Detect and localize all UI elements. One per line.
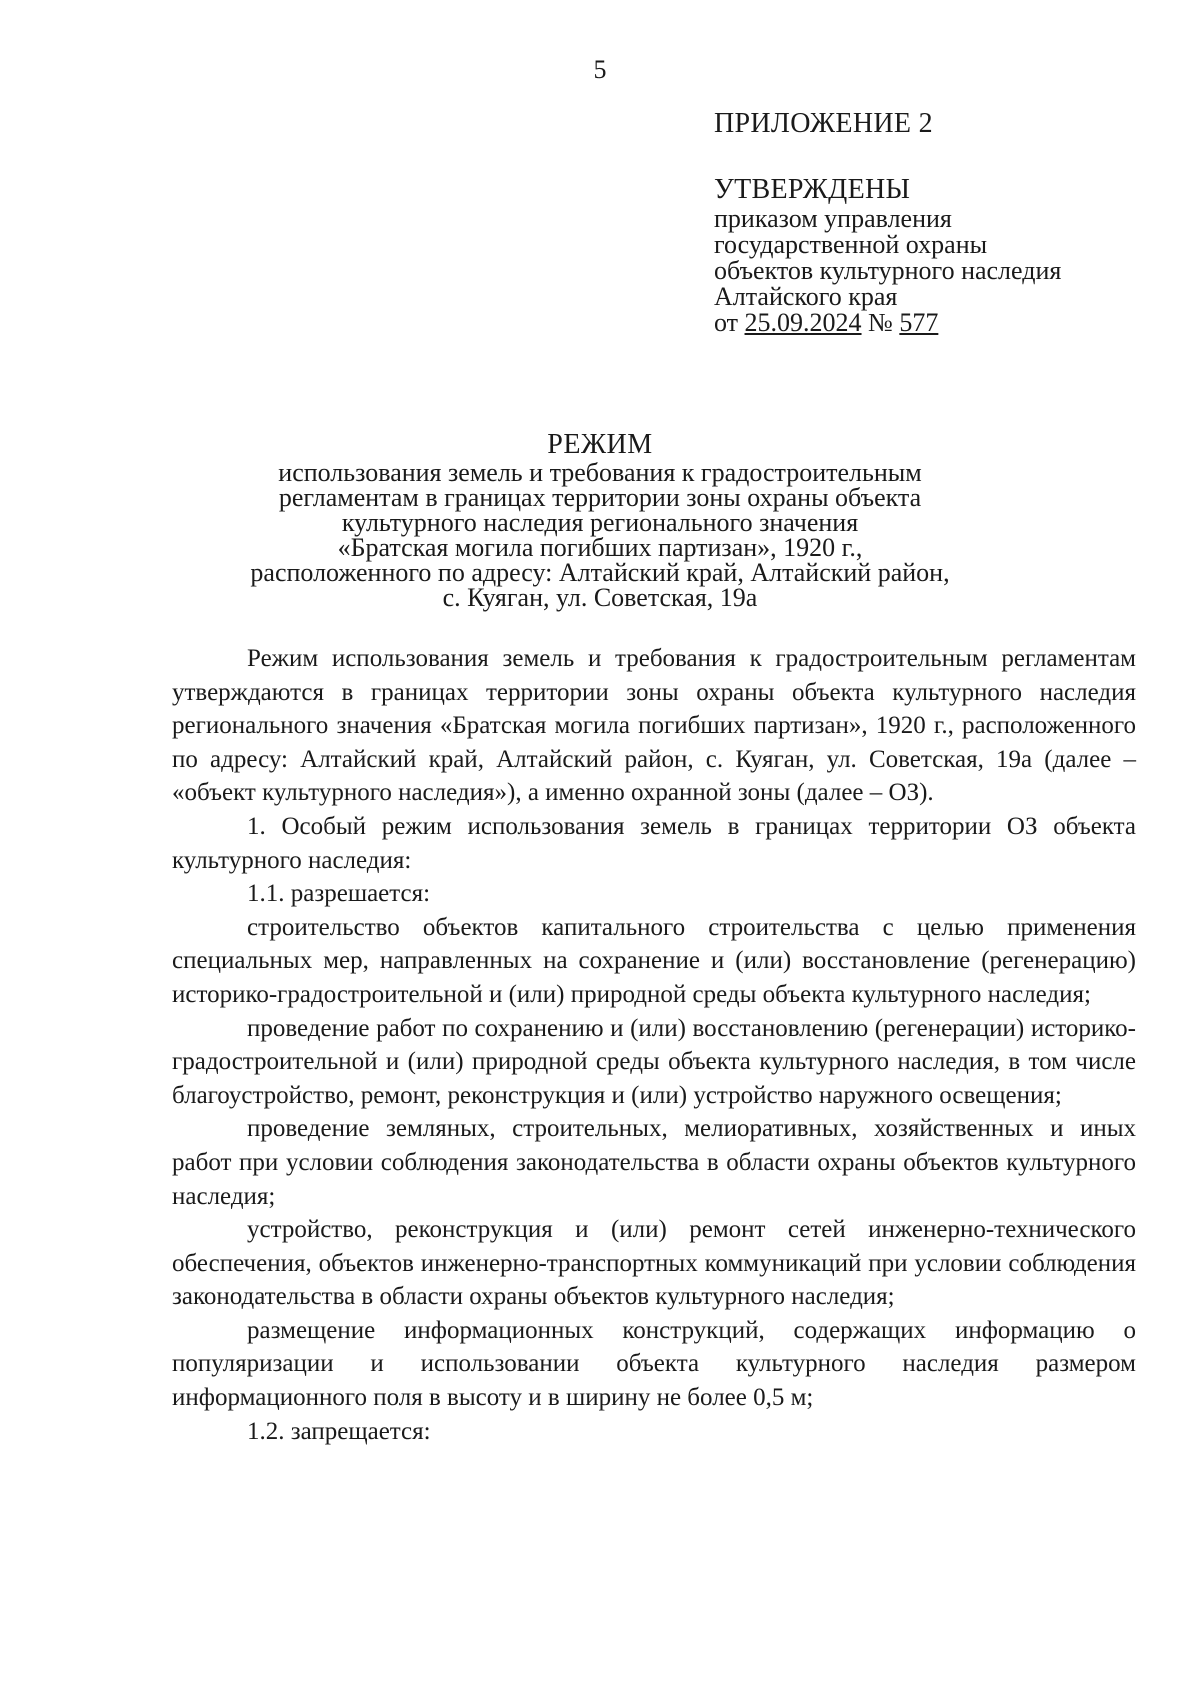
subsection-heading: 1.2. запрещается: [247, 1417, 431, 1445]
section-heading: 1. Особый режим использования земель в границах территории ОЗ объекта культурного наследия: [172, 812, 1136, 874]
approval-line: объектов культурного наследия [714, 256, 1062, 285]
title-line: расположенного по адресу: Алтайский край, Алтайский район, [250, 558, 950, 587]
order-date: 25.09.2024 [744, 308, 862, 337]
title-line: регламентам в границах территории зоны охраны объекта [278, 483, 922, 512]
date-prefix: от [714, 308, 745, 337]
approval-date-line [714, 310, 1061, 336]
document-title [0, 430, 1200, 610]
approval-title: УТВЕРЖДЕНЫ [714, 174, 911, 205]
appendix-heading: ПРИЛОЖЕНИЕ 2 [714, 108, 933, 139]
title-line: культурного наследия регионального значения [341, 508, 859, 537]
list-item: размещение информационных конструкций, содержащих информацию о популяризации и использовании объекта культурного наследия размером информационного поля в высоту и в ширину не более 0,5 м; [172, 1316, 1136, 1412]
subsection-heading: 1.1. разрешается: [247, 880, 431, 908]
approval-block [714, 174, 1061, 336]
approval-line: государственной охраны [714, 230, 988, 259]
approval-line: Алтайского края [714, 282, 898, 311]
list-item: проведение работ по сохранению и (или) восстановлению (регенерации) историко-градостроительной и (или) природной среды объекта культурного наследия, в том числе благоустройство, ремонт, реконструкция и (или) устройство наружного освещения; [172, 1014, 1136, 1109]
order-number: 577 [899, 308, 939, 337]
title-line: «Братская могила погибших партизан», 1920 г., [337, 533, 863, 562]
list-item: проведение земляных, строительных, мелиоративных, хозяйственных и иных работ при условии соблюдения законодательства в области охраны объектов культурного наследия; [172, 1115, 1136, 1210]
number-prefix: № [861, 308, 900, 337]
title-line: с. Куяган, ул. Советская, 19а [442, 583, 758, 612]
page-number: 5 [593, 55, 607, 84]
document-body [172, 642, 1136, 1448]
list-item: строительство объектов капитального строительства с целью применения специальных мер, направленных на сохранение и (или) восстановление (регенерацию) историко-градостроительной и (или) природной среды объекта культурного наследия; [172, 913, 1136, 1008]
approval-line: приказом управления [714, 204, 952, 233]
list-item: устройство, реконструкция и (или) ремонт сетей инженерно-технического обеспечения, объектов инженерно-транспортных коммуникаций при условии соблюдения законодательства в области охраны объектов культурного наследия; [172, 1216, 1136, 1311]
title-main: РЕЖИМ [547, 429, 653, 460]
title-line: использования земель и требования к градостроительным [278, 458, 922, 487]
intro-paragraph: Режим использования земель и требования к градостроительным регламентам утверждаются в границах территории зоны охраны объекта культурного наследия регионального значения «Братская могила погибших партизан», 1920 г., расположенного по адресу: Алтайский край, Алтайский район, с. Куяган, ул. Советская, 19а (далее – «объект культурного наследия»), а именно охранной зоны (далее – ОЗ). [172, 645, 1136, 807]
